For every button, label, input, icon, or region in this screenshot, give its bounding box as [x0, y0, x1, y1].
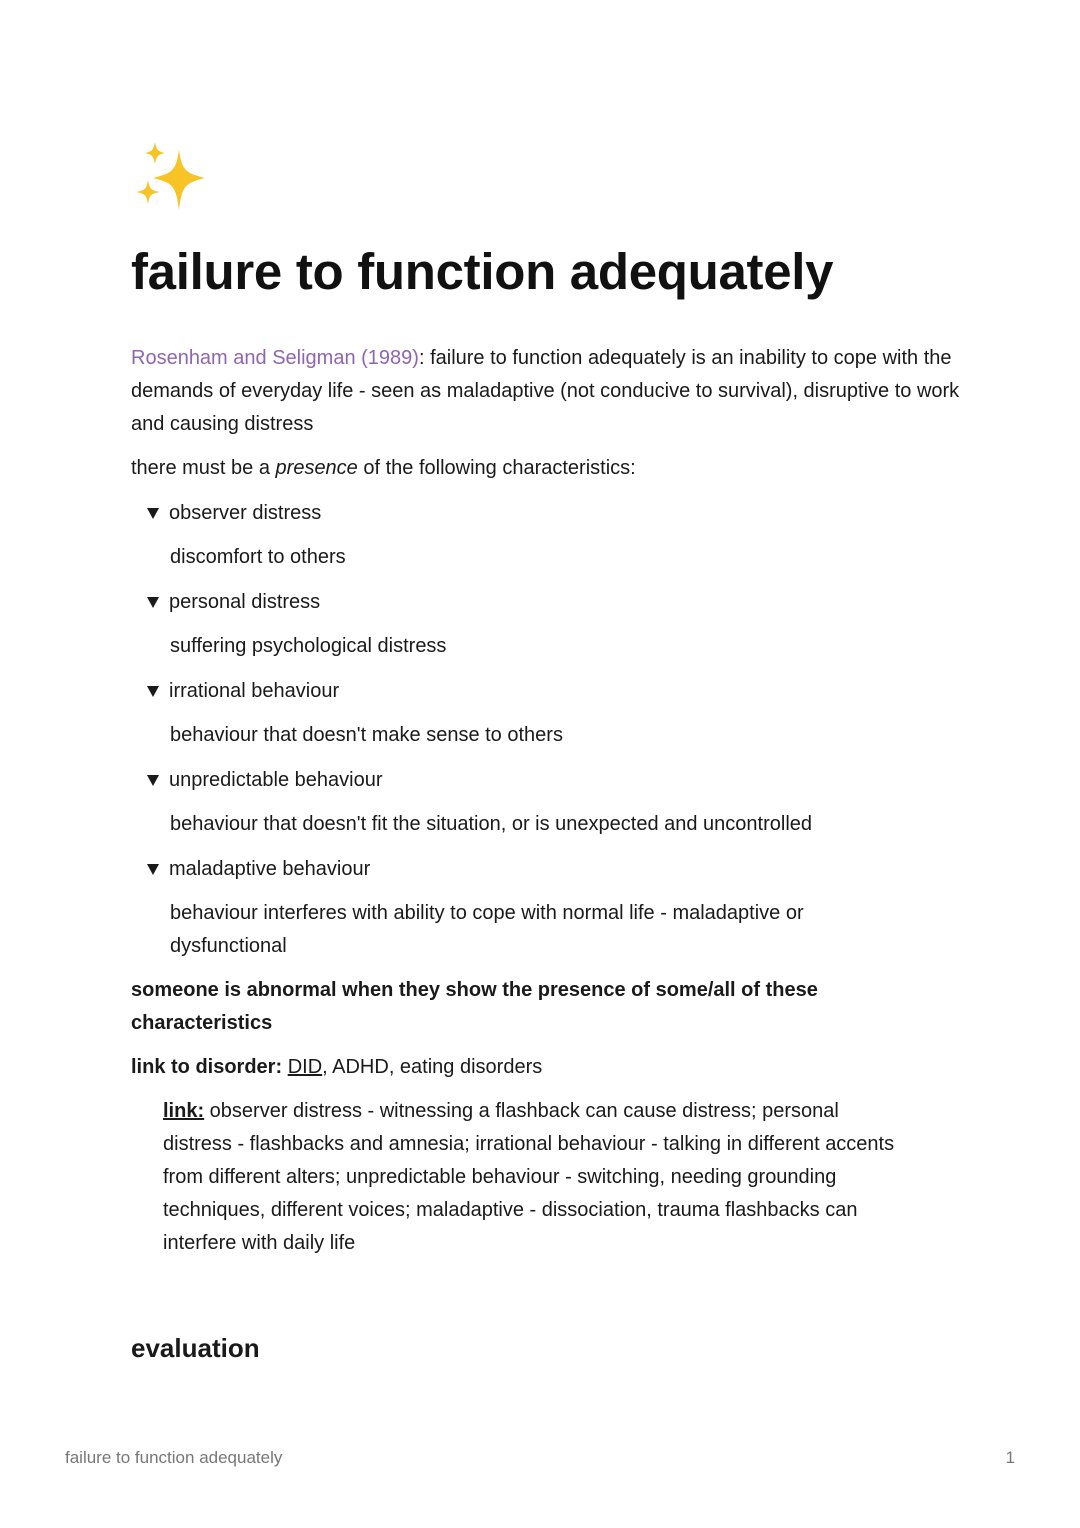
characteristic-toggle [131, 497, 961, 574]
triangle-down-icon[interactable] [147, 864, 159, 875]
characteristic-toggle [131, 853, 961, 963]
page-content [131, 140, 961, 1366]
triangle-down-icon[interactable] [147, 686, 159, 697]
toggle-detail: discomfort to others [170, 546, 346, 568]
triangle-down-icon[interactable] [147, 597, 159, 608]
reference-link[interactable]: Rosenham and Seligman (1989) [131, 347, 419, 369]
toggle-label: observer distress [169, 502, 322, 524]
toggle-header[interactable] [131, 586, 961, 619]
toggle-detail: suffering psychological distress [170, 635, 447, 657]
toggle-detail: behaviour that doesn't make sense to others [170, 724, 563, 746]
did-link[interactable]: DID [287, 1056, 323, 1078]
link-to-disorder-label: link to disorder: [131, 1056, 283, 1078]
sparkles-icon [131, 140, 211, 220]
toggle-header[interactable] [131, 497, 961, 530]
toggle-label: irrational behaviour [169, 680, 340, 702]
toggle-header[interactable] [131, 853, 961, 886]
footer-page-number: 1 [1005, 1448, 1015, 1467]
characteristic-toggle [131, 764, 961, 841]
evaluation-heading: evaluation [131, 1333, 260, 1363]
characteristic-toggle [131, 586, 961, 663]
presence-before: there must be a [131, 457, 276, 479]
triangle-down-icon[interactable] [147, 775, 159, 786]
conclusion-paragraph: someone is abnormal when they show the presence of some/all of these characteristics [131, 979, 818, 1034]
link-label: link: [163, 1100, 205, 1122]
intro-text: : failure to function adequately is an inability to cope with the demands of everyday life - seen as maladaptive (not conducive to survival), disruptive to work and causing distress [131, 347, 960, 435]
toggle-label: unpredictable behaviour [169, 769, 383, 791]
disorder-list: , ADHD, eating disorders [322, 1056, 543, 1078]
characteristic-toggle [131, 675, 961, 752]
intro-paragraph [131, 342, 961, 441]
link-detail-paragraph [131, 1095, 903, 1260]
presence-after: of the following characteristics: [357, 457, 636, 479]
page-title: failure to function adequately [131, 243, 834, 300]
toggle-header[interactable] [131, 764, 961, 797]
link-to-disorder-paragraph [131, 1051, 961, 1084]
toggle-detail: behaviour interferes with ability to cope with normal life - maladaptive or dysfunctional [170, 902, 804, 957]
presence-emphasis: presence [275, 457, 358, 479]
toggle-header[interactable] [131, 675, 961, 708]
toggle-label: maladaptive behaviour [169, 858, 371, 880]
footer-title: failure to function adequately [65, 1448, 283, 1467]
link-text: observer distress - witnessing a flashback can cause distress; personal distress - flashbacks and amnesia; irrational behaviour - talking in different accents from different alters; unpredictable behaviour - switching, needing grounding techniques, different voices; maladaptive - dissociation, trauma flashbacks can interfere with daily life [163, 1100, 895, 1254]
toggle-detail: behaviour that doesn't fit the situation, or is unexpected and uncontrolled [170, 813, 813, 835]
toggle-label: personal distress [169, 591, 321, 613]
presence-paragraph [131, 452, 961, 485]
triangle-down-icon[interactable] [147, 508, 159, 519]
